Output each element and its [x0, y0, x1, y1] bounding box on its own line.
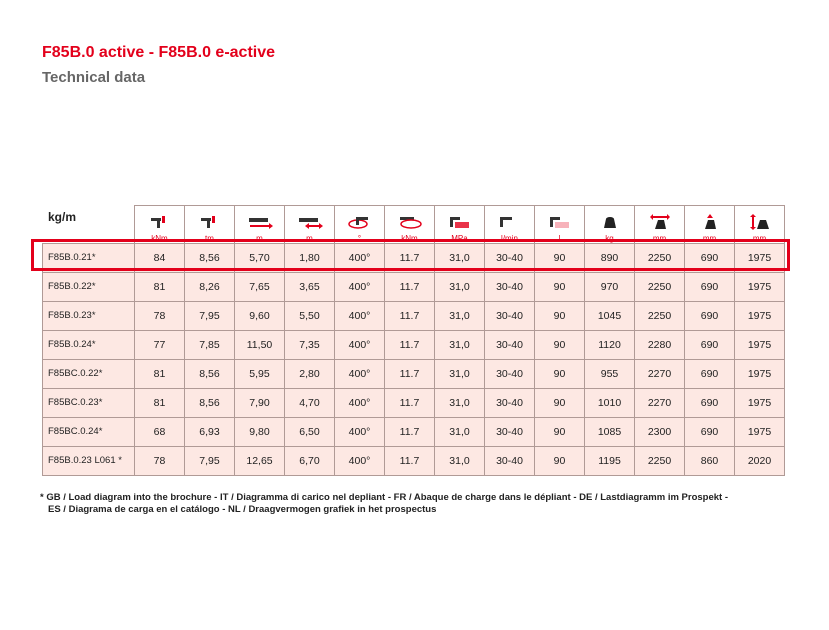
table-cell: 1975: [735, 330, 785, 359]
table-cell: 31,0: [435, 417, 485, 446]
table-cell: 2250: [635, 243, 685, 272]
table-cell: 90: [535, 301, 585, 330]
model-name: F85B.0.22*: [43, 272, 135, 301]
weight-icon: [585, 215, 634, 229]
table-cell: 90: [535, 388, 585, 417]
table-cell: 30-40: [485, 417, 535, 446]
slewing-torque-icon: [385, 215, 434, 229]
unit-label-11: mm: [635, 234, 685, 244]
table-cell: 31,0: [435, 388, 485, 417]
header-cell-2: [185, 206, 235, 234]
header-cell-6: [385, 206, 435, 234]
table-cell: 31,0: [435, 359, 485, 388]
table-cell: 2250: [635, 446, 685, 475]
model-name: F85B.0.23 L061 *: [43, 446, 135, 475]
table-cell: 8,56: [185, 243, 235, 272]
table-header-icons: [43, 206, 785, 234]
table-cell: 7,85: [185, 330, 235, 359]
unit-label: kg/m: [48, 210, 77, 224]
table-row: [43, 417, 785, 446]
table-cell: 2280: [635, 330, 685, 359]
header-cell-11: [635, 206, 685, 234]
header-cell-3: [235, 206, 285, 234]
header-cell-13: [735, 206, 785, 234]
table-cell: 11.7: [385, 359, 435, 388]
table-row: [43, 330, 785, 359]
table-cell: 400°: [335, 417, 385, 446]
table-row: [43, 446, 785, 475]
table-cell: 78: [135, 446, 185, 475]
table-cell: 8,56: [185, 359, 235, 388]
table-cell: 4,70: [285, 388, 335, 417]
table-cell: 2270: [635, 359, 685, 388]
unit-label-12: mm: [685, 234, 735, 244]
table-cell: 30-40: [485, 330, 535, 359]
table-cell: 68: [135, 417, 185, 446]
table-cell: 860: [685, 446, 735, 475]
base-width-icon: [685, 214, 734, 230]
table-cell: 690: [685, 330, 735, 359]
table-row: [43, 272, 785, 301]
table-cell: 8,26: [185, 272, 235, 301]
table-cell: 1120: [585, 330, 635, 359]
table-cell: 2250: [635, 301, 685, 330]
model-name: F85BC.0.22*: [43, 359, 135, 388]
table-cell: 11.7: [385, 301, 435, 330]
table-cell: 2300: [635, 417, 685, 446]
table-cell: 690: [685, 359, 735, 388]
table-header-units: [43, 234, 785, 244]
table-cell: 970: [585, 272, 635, 301]
table-cell: 11.7: [385, 417, 435, 446]
unit-label-6: kNm: [385, 234, 435, 244]
table-cell: 9,80: [235, 417, 285, 446]
table-cell: 7,95: [185, 446, 235, 475]
width-icon: [635, 214, 684, 230]
table-cell: 3,65: [285, 272, 335, 301]
model-name: F85B.0.21*: [43, 243, 135, 272]
table-cell: 690: [685, 301, 735, 330]
lifting-moment-icon: [135, 215, 184, 229]
height-icon: [735, 214, 784, 230]
table-cell: 2,80: [285, 359, 335, 388]
table-cell: 6,93: [185, 417, 235, 446]
header-cell-4: [285, 206, 335, 234]
table-cell: 81: [135, 272, 185, 301]
header-cell-8: [485, 206, 535, 234]
table-cell: 8,56: [185, 388, 235, 417]
table-cell: 30-40: [485, 301, 535, 330]
page-subtitle: Technical data: [42, 69, 146, 86]
unit-label-2: tm: [185, 234, 235, 244]
model-name: F85BC.0.23*: [43, 388, 135, 417]
table-cell: 90: [535, 330, 585, 359]
table-cell: 1195: [585, 446, 635, 475]
table-row: [43, 243, 785, 272]
table-cell: 31,0: [435, 243, 485, 272]
page-title: F85B.0 active - F85B.0 e-active: [42, 44, 276, 61]
table-cell: 1010: [585, 388, 635, 417]
table-cell: 1975: [735, 243, 785, 272]
table-cell: 81: [135, 359, 185, 388]
manual-extension-icon: [285, 215, 334, 229]
technical-data-table: [42, 205, 785, 476]
table-cell: 11.7: [385, 330, 435, 359]
table-cell: 1975: [735, 359, 785, 388]
table-cell: 1085: [585, 417, 635, 446]
table-cell: 690: [685, 243, 735, 272]
table-cell: 31,0: [435, 330, 485, 359]
model-name: F85B.0.24*: [43, 330, 135, 359]
header-cell-7: [435, 206, 485, 234]
unit-label-5: °: [335, 234, 385, 244]
model-name: F85BC.0.24*: [43, 417, 135, 446]
table-cell: 1,80: [285, 243, 335, 272]
oil-tank-icon: [535, 215, 584, 229]
table-cell: 31,0: [435, 272, 485, 301]
footnote-line-2: ES / Diagrama de carga en el catálogo - NL / Draagvermogen grafiek in het prospectus: [48, 504, 437, 515]
header-cell-12: [685, 206, 735, 234]
table-cell: 7,95: [185, 301, 235, 330]
table-cell: 400°: [335, 388, 385, 417]
table-cell: 90: [535, 272, 585, 301]
table-cell: 30-40: [485, 388, 535, 417]
table-row: [43, 359, 785, 388]
table-cell: 955: [585, 359, 635, 388]
table-cell: 690: [685, 417, 735, 446]
table-cell: 2270: [635, 388, 685, 417]
table-cell: 9,60: [235, 301, 285, 330]
unit-label-4: m: [285, 234, 335, 244]
table-cell: 5,50: [285, 301, 335, 330]
table-cell: 2250: [635, 272, 685, 301]
table-cell: 400°: [335, 446, 385, 475]
slewing-angle-icon: [335, 215, 384, 229]
unit-label-13: mm: [735, 234, 785, 244]
table-cell: 77: [135, 330, 185, 359]
unit-label-10: kg: [585, 234, 635, 244]
flow-icon: [485, 215, 534, 229]
table-row: [43, 388, 785, 417]
table-cell: 11.7: [385, 243, 435, 272]
table-cell: 400°: [335, 243, 385, 272]
table-cell: 890: [585, 243, 635, 272]
table-cell: 5,95: [235, 359, 285, 388]
table-cell: 90: [535, 417, 585, 446]
table-cell: 6,70: [285, 446, 335, 475]
footnote-line-1: * GB / Load diagram into the brochure - IT / Diagramma di carico nel depliant - FR / Abaque de charge dans le dépliant - DE / Lastdiagramm im Prospekt -: [40, 492, 728, 503]
table-cell: 81: [135, 388, 185, 417]
table-cell: 30-40: [485, 359, 535, 388]
table-cell: 11.7: [385, 272, 435, 301]
table-cell: 1975: [735, 272, 785, 301]
table-cell: 12,65: [235, 446, 285, 475]
header-cell-5: [335, 206, 385, 234]
table-cell: 90: [535, 359, 585, 388]
table-cell: 31,0: [435, 301, 485, 330]
hydraulic-outreach-icon: [235, 215, 284, 229]
pressure-icon: [435, 215, 484, 229]
table-cell: 5,70: [235, 243, 285, 272]
table-cell: 11.7: [385, 388, 435, 417]
table-cell: 6,50: [285, 417, 335, 446]
table-cell: 400°: [335, 359, 385, 388]
table-cell: 90: [535, 446, 585, 475]
table-cell: 30-40: [485, 446, 535, 475]
table-cell: 1975: [735, 301, 785, 330]
table-cell: 7,35: [285, 330, 335, 359]
table-cell: 1975: [735, 417, 785, 446]
lifting-moment-tm-icon: [185, 215, 234, 229]
unit-label-9: l: [535, 234, 585, 244]
unit-label-3: m: [235, 234, 285, 244]
table-cell: 11,50: [235, 330, 285, 359]
table-cell: 84: [135, 243, 185, 272]
units-corner: [43, 234, 135, 244]
table-row: [43, 301, 785, 330]
unit-label-7: MPa: [435, 234, 485, 244]
header-cell-9: [535, 206, 585, 234]
table-cell: 2020: [735, 446, 785, 475]
table-cell: 78: [135, 301, 185, 330]
table-cell: 11.7: [385, 446, 435, 475]
header-cell-1: [135, 206, 185, 234]
model-name: F85B.0.23*: [43, 301, 135, 330]
header-cell-10: [585, 206, 635, 234]
unit-label-1: kNm: [135, 234, 185, 244]
table-cell: 400°: [335, 272, 385, 301]
table-cell: 7,90: [235, 388, 285, 417]
table-cell: 7,65: [235, 272, 285, 301]
unit-label-8: l/min: [485, 234, 535, 244]
table-cell: 31,0: [435, 446, 485, 475]
table-cell: 30-40: [485, 243, 535, 272]
table-cell: 30-40: [485, 272, 535, 301]
table-cell: 690: [685, 272, 735, 301]
footnote: [40, 492, 780, 516]
table-cell: 690: [685, 388, 735, 417]
table-cell: 400°: [335, 330, 385, 359]
table-cell: 1975: [735, 388, 785, 417]
table-cell: 1045: [585, 301, 635, 330]
table-cell: 400°: [335, 301, 385, 330]
table-cell: 90: [535, 243, 585, 272]
